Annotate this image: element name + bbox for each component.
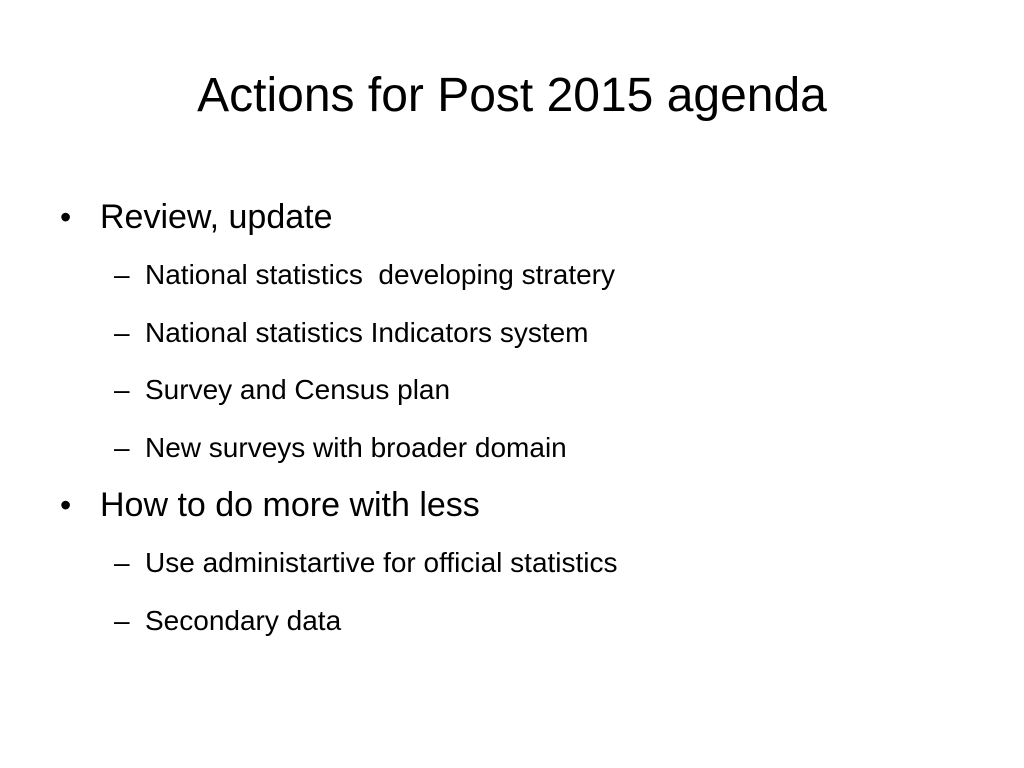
sub-item-text: National statistics developing stratery [145,259,615,290]
dash-marker: – [114,374,130,405]
sub-item-text: National statistics Indicators system [145,316,589,348]
sub-list [60,534,990,649]
bullet-item-more-with-less [60,476,990,649]
bullet-item-review [60,188,990,476]
sub-item [60,361,990,419]
sub-item-text: Survey and Census plan [145,374,451,405]
sub-item-text: New surveys with broader domain [145,431,567,463]
sub-item [60,304,990,362]
dash-marker: – [114,604,130,636]
sub-item [60,246,990,304]
dash-marker: – [114,547,130,578]
bullet-row [60,476,990,534]
sub-item [60,592,990,650]
sub-list [60,246,990,476]
dash-marker: – [114,316,130,348]
bullet-marker: • [60,199,72,235]
sub-item [60,419,990,477]
sub-item [60,534,990,592]
sub-item-text: Use administartive for official statistics [145,547,618,578]
bullet-text: Review, update [100,198,333,236]
sub-item-text: Secondary data [145,604,342,636]
bullet-text: How to do more with less [100,486,480,524]
dash-marker: – [114,431,130,463]
slide-title: Actions for Post 2015 agenda [197,69,827,122]
bullet-list [60,188,990,649]
bullet-row [60,188,990,246]
bullet-marker: • [60,487,72,523]
dash-marker: – [114,259,130,290]
